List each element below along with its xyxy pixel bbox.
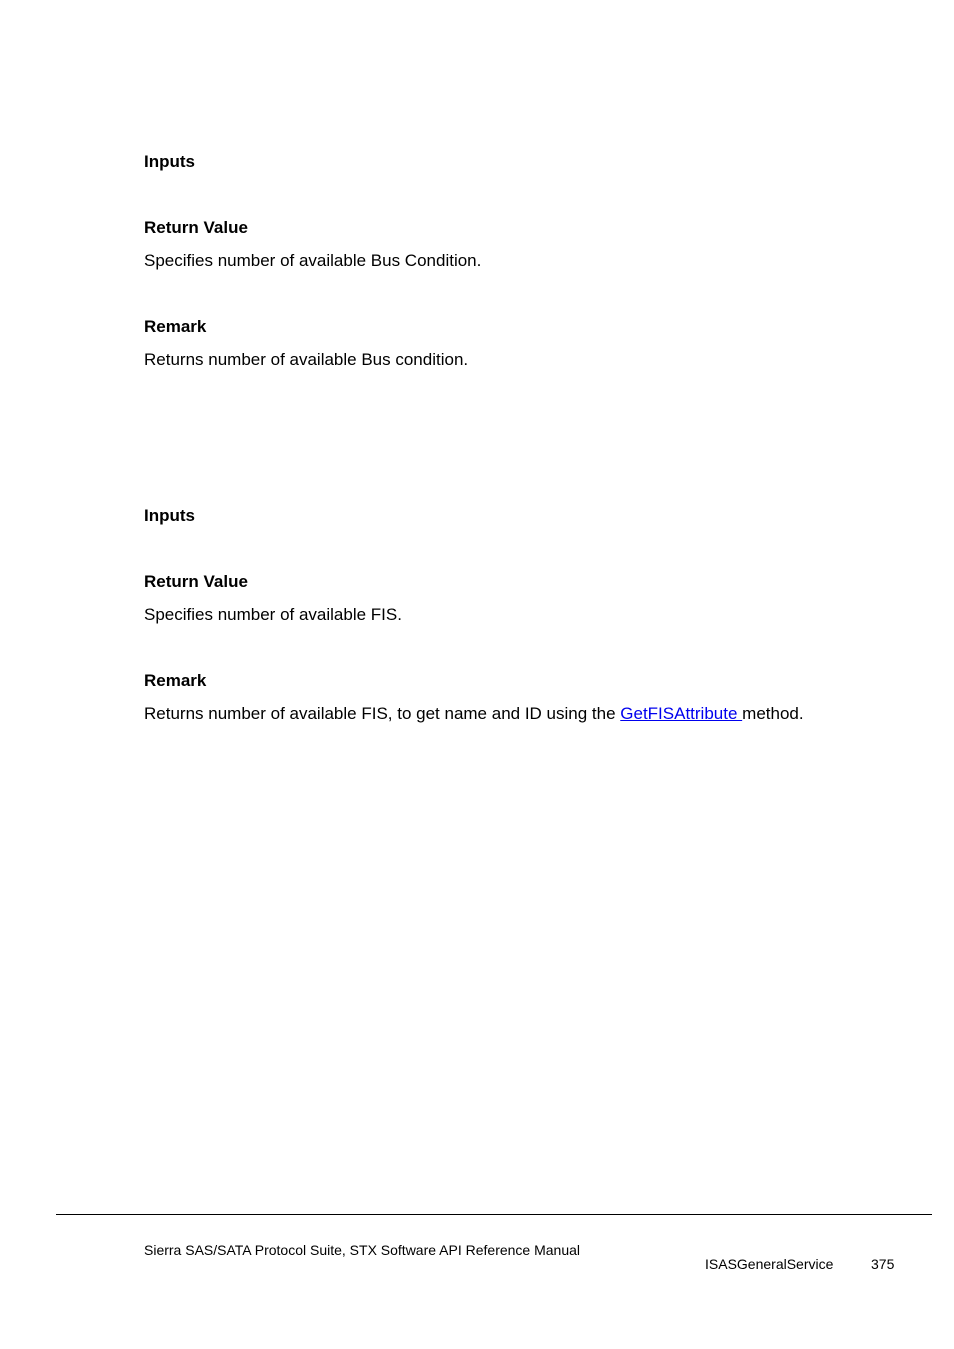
return-value-heading: Return Value — [144, 218, 248, 237]
remark-paragraph — [144, 704, 804, 724]
remark-heading: Remark — [144, 671, 207, 690]
return-value-heading: Return Value — [144, 572, 248, 591]
inputs-heading: Inputs — [144, 152, 195, 171]
getfisattribute-link[interactable]: GetFISAttribute — [620, 704, 743, 723]
footer-page-number: 375 — [871, 1256, 895, 1272]
return-value-text: Specifies number of available FIS. — [144, 605, 402, 624]
footer-divider — [56, 1214, 932, 1215]
remark-text-after: method. — [742, 704, 804, 723]
remark-heading: Remark — [144, 317, 207, 336]
inputs-heading: Inputs — [144, 506, 195, 525]
return-value-text: Specifies number of available Bus Condition. — [144, 251, 482, 270]
remark-text: Returns number of available Bus condition. — [144, 350, 469, 369]
footer-section-name: ISASGeneralService — [705, 1256, 834, 1272]
remark-text-before: Returns number of available FIS, to get name and ID using the — [144, 704, 621, 723]
footer-manual-title: Sierra SAS/SATA Protocol Suite, STX Software API Reference Manual — [144, 1242, 581, 1258]
